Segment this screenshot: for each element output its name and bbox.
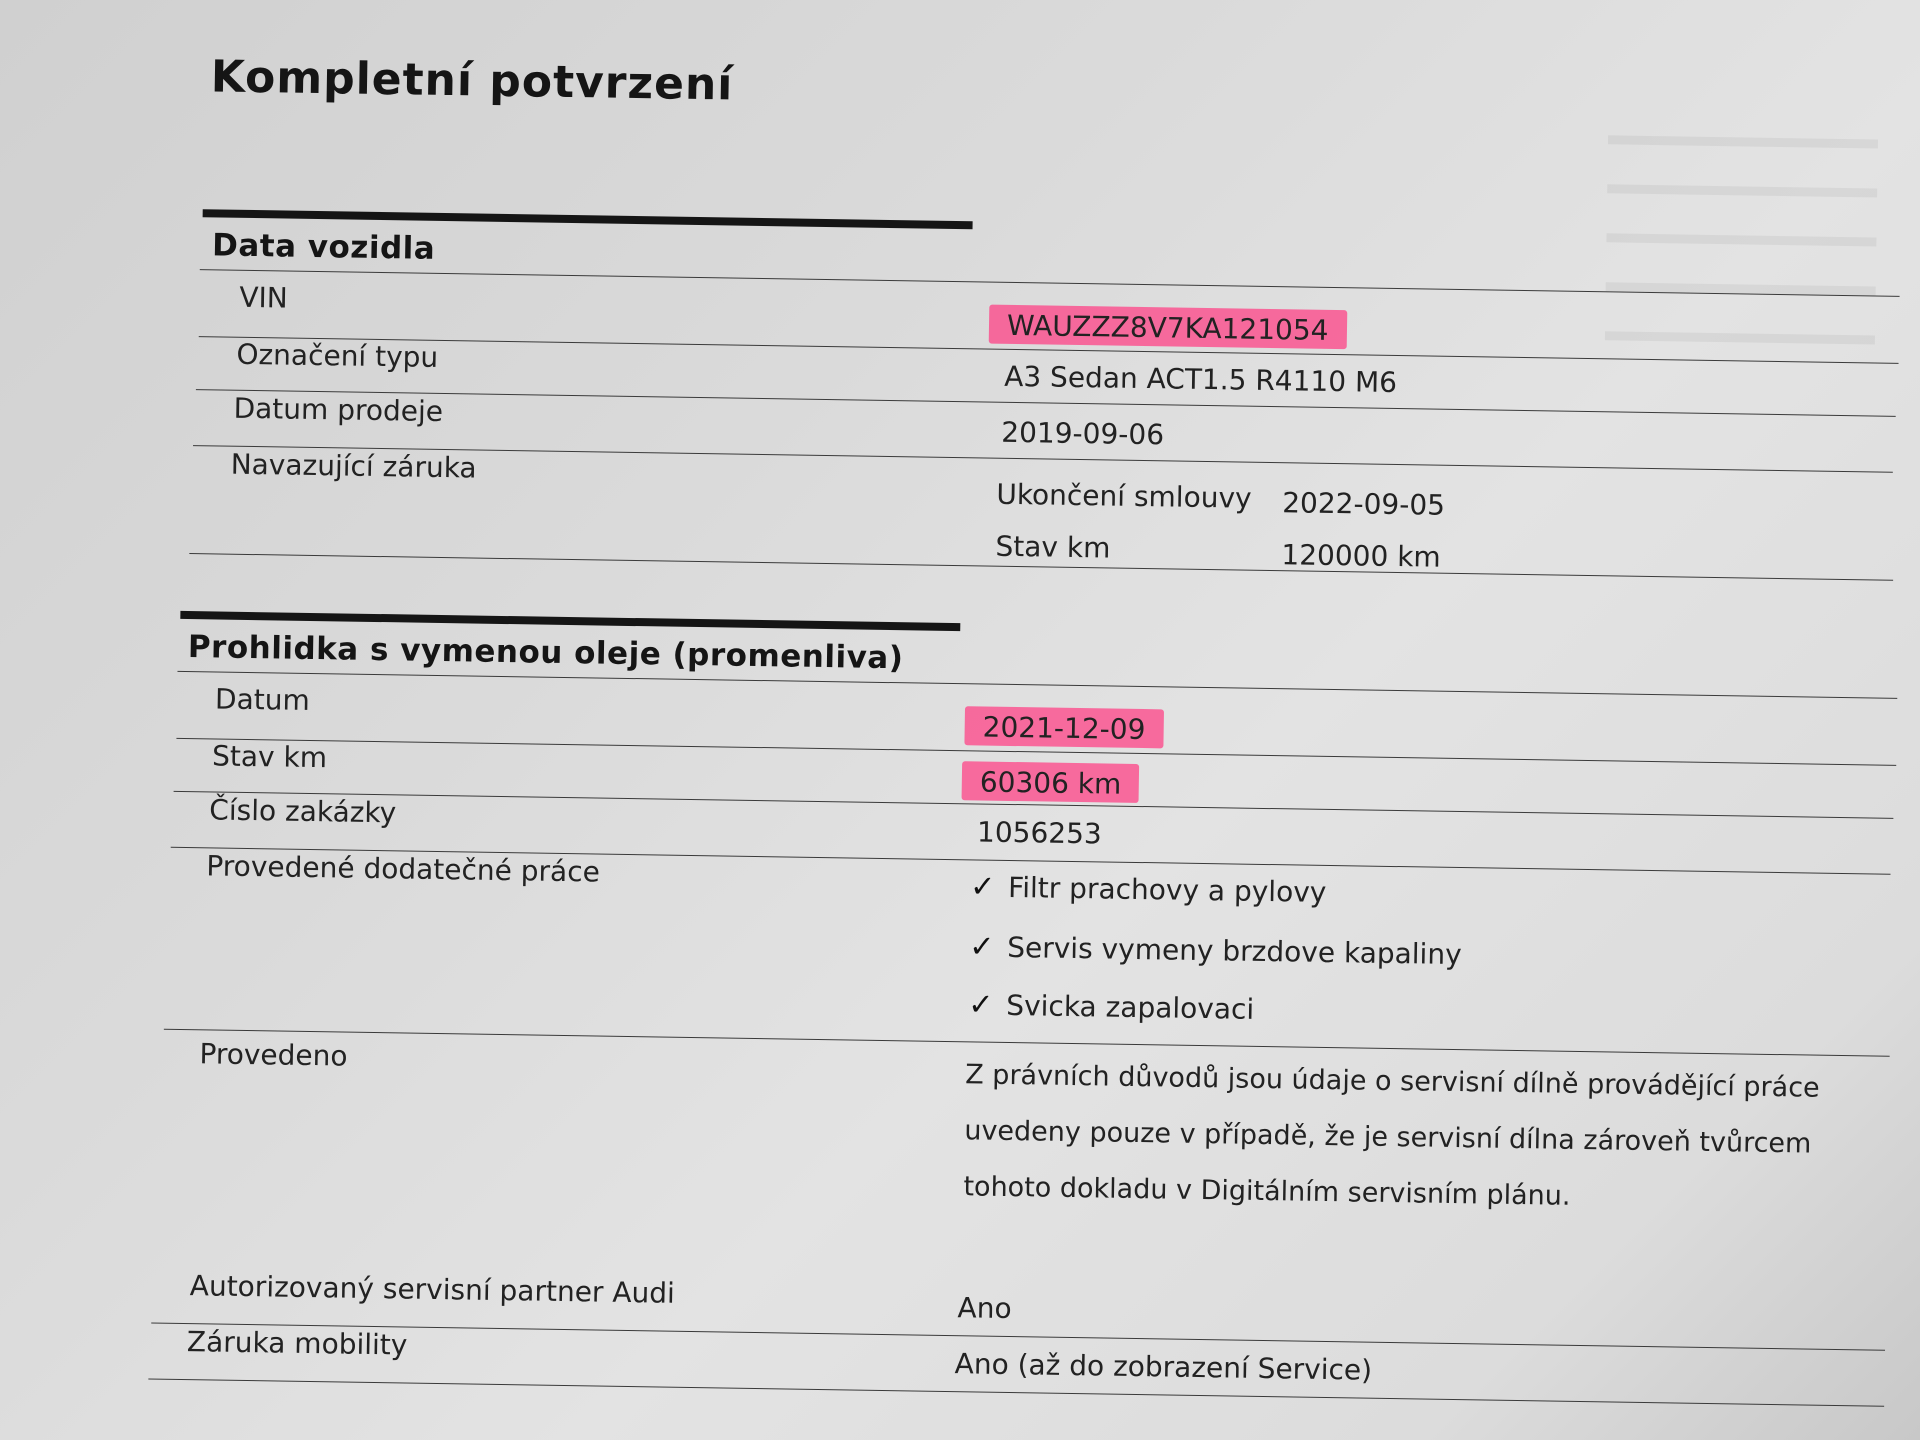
contract-end-label: Ukončení smlouvy xyxy=(996,477,1252,515)
mobility-label: Záruka mobility xyxy=(186,1325,408,1362)
partner-value: Ano xyxy=(957,1291,1012,1326)
section-divider-bar xyxy=(203,209,973,229)
extra-work-item-label: Servis vymeny brzdove kapaliny xyxy=(1006,930,1462,972)
inspection-section-title: Prohlidka s vymenou oleje (promenliva) xyxy=(187,629,904,677)
warranty-mileage-label: Stav km xyxy=(995,529,1111,565)
checkmark-icon: ✓ xyxy=(968,987,994,1023)
inspection-mileage-label: Stav km xyxy=(211,739,328,775)
section-divider-bar xyxy=(180,611,960,631)
warranty-label: Navazující záruka xyxy=(230,447,477,485)
type-value: A3 Sedan ACT1.5 R4110 M6 xyxy=(1003,359,1398,399)
order-number-label: Číslo zakázky xyxy=(209,793,397,830)
inspection-section-header xyxy=(180,611,961,677)
vin-label: VIN xyxy=(239,280,288,315)
legal-note-line: tohoto dokladu v Digitálním servisním plánu. xyxy=(963,1171,1571,1212)
contract-end-value: 2022-09-05 xyxy=(1282,486,1446,522)
extra-work-item-label: Filtr prachovy a pylovy xyxy=(1007,870,1327,909)
performed-row xyxy=(156,1031,1890,1302)
extra-work-item xyxy=(969,929,1462,972)
partner-label: Autorizovaný servisní partner Audi xyxy=(189,1269,676,1310)
legal-note-line: Z právních důvodů jsou údaje o servisní dílně provádějící práce xyxy=(964,1059,1820,1104)
inspection-mileage-value: 60306 km xyxy=(962,761,1140,803)
performed-label: Provedeno xyxy=(199,1037,348,1073)
extra-work-row xyxy=(164,849,1893,1057)
extra-work-item xyxy=(968,987,1254,1026)
checkmark-icon: ✓ xyxy=(968,929,995,965)
page-title: Kompletní potvrzení xyxy=(210,51,734,111)
extra-work-label: Provedené dodatečné práce xyxy=(206,849,601,889)
performed-legal-note xyxy=(963,1047,1820,1228)
legal-note-line: uvedeny pouze v případě, že je servisní dílna zároveň tvůrcem xyxy=(964,1115,1812,1160)
mobility-value: Ano (až do zobrazení Service) xyxy=(954,1347,1373,1387)
checkmark-icon: ✓ xyxy=(969,869,996,905)
sale-date-value: 2019-09-06 xyxy=(1001,415,1165,452)
extra-work-item-label: Svicka zapalovaci xyxy=(1006,988,1255,1026)
extra-work-item xyxy=(970,869,1327,910)
vehicle-section-title: Data vozidla xyxy=(211,227,436,267)
order-number-value: 1056253 xyxy=(976,815,1102,851)
vin-value: WAUZZZ8V7KA121054 xyxy=(989,305,1347,350)
inspection-date-value: 2021-12-09 xyxy=(964,706,1163,748)
inspection-date-label: Datum xyxy=(214,682,311,717)
warranty-mileage-value: 120000 km xyxy=(1281,538,1441,574)
sale-date-label: Datum prodeje xyxy=(233,391,444,429)
vehicle-section-header xyxy=(202,209,973,275)
type-label: Označení typu xyxy=(236,337,439,374)
